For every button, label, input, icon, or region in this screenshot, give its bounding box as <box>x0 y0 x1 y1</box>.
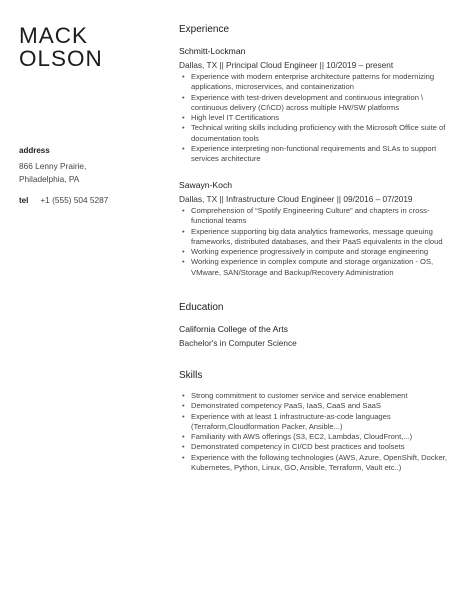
education-heading: Education <box>179 302 224 313</box>
sidebar <box>19 0 159 205</box>
list-item: • Comprehension of “Spotify Engineering Culture” and chapters in cross-functional teams <box>179 206 449 227</box>
address-line: 866 Lenny Prairie, <box>19 161 87 171</box>
address-label: address <box>19 146 50 155</box>
address-block <box>19 146 86 186</box>
list-item: • Experience with at least 1 infrastructure-as-code languages (Terraform,Cloudformation Packer, Ansible...) <box>179 412 449 433</box>
list-item: • Experience with modern enterprise architecture patterns for modernizing applications, microservices, and containerization <box>179 72 449 93</box>
skills-list <box>179 391 449 473</box>
job-bullets <box>179 72 449 165</box>
candidate-name <box>19 24 159 70</box>
list-item: • Strong commitment to customer service and service enablement <box>179 391 449 401</box>
list-item: • Experience interpreting non-functional requirements and SLAs to support services architecture <box>179 144 449 165</box>
list-item: • Familiarity with AWS offerings (S3, EC2, Lambdas, CloudFront,...) <box>179 432 449 442</box>
list-item: • Working experience progressively in compute and storage engineering <box>179 247 449 257</box>
tel-value: +1 (555) 504 5287 <box>40 195 109 205</box>
experience-heading: Experience <box>179 24 230 35</box>
education-degree: Bachelor's in Computer Science <box>179 338 297 348</box>
job-company: Sawayn-Koch <box>179 180 233 190</box>
address-line: Philadelphia, PA <box>19 174 80 184</box>
address-value <box>19 160 86 186</box>
list-item: • High level IT Certifications <box>179 113 449 123</box>
list-item: • Technical writing skills including proficiency with the Microsoft Office suite of documentation tools <box>179 123 449 144</box>
job-company: Schmitt-Lockman <box>179 46 246 56</box>
skills-heading: Skills <box>179 370 203 381</box>
job-role: Dallas, TX || Infrastructure Cloud Engineer || 09/2016 – 07/2019 <box>179 194 413 204</box>
list-item: • Working experience in complex compute and storage organization - OS, VMware, SAN/Storage and Backup/Recovery Administration <box>179 257 449 278</box>
list-item: • Experience with test-driven development and continuous integration \ continuous delivery (CI\CD) across multiple HW/SW platforms <box>179 93 449 114</box>
education-school: California College of the Arts <box>179 324 288 334</box>
tel-label: tel <box>19 196 29 205</box>
list-item: • Experience supporting big data analytics frameworks, message queuing frameworks, distributed databases, and their PaaS equivalents in the cloud <box>179 227 449 248</box>
list-item: • Experience with the following technologies (AWS, Azure, OpenShift, Docker, Kubernetes, Python, Linux, GO, Ansible, Terraform, Vault etc..) <box>179 453 449 474</box>
job-bullets <box>179 206 449 278</box>
list-item: • Demonstrated competency in CI/CD best practices and toolsets <box>179 442 449 452</box>
job-role: Dallas, TX || Principal Cloud Engineer || 10/2019 – present <box>179 60 394 70</box>
list-item: • Demonstrated competency PaaS, IaaS, CaaS and SaaS <box>179 401 449 411</box>
phone-block <box>19 195 108 205</box>
last-name: OLSON <box>19 46 103 71</box>
first-name: MACK <box>19 23 89 48</box>
